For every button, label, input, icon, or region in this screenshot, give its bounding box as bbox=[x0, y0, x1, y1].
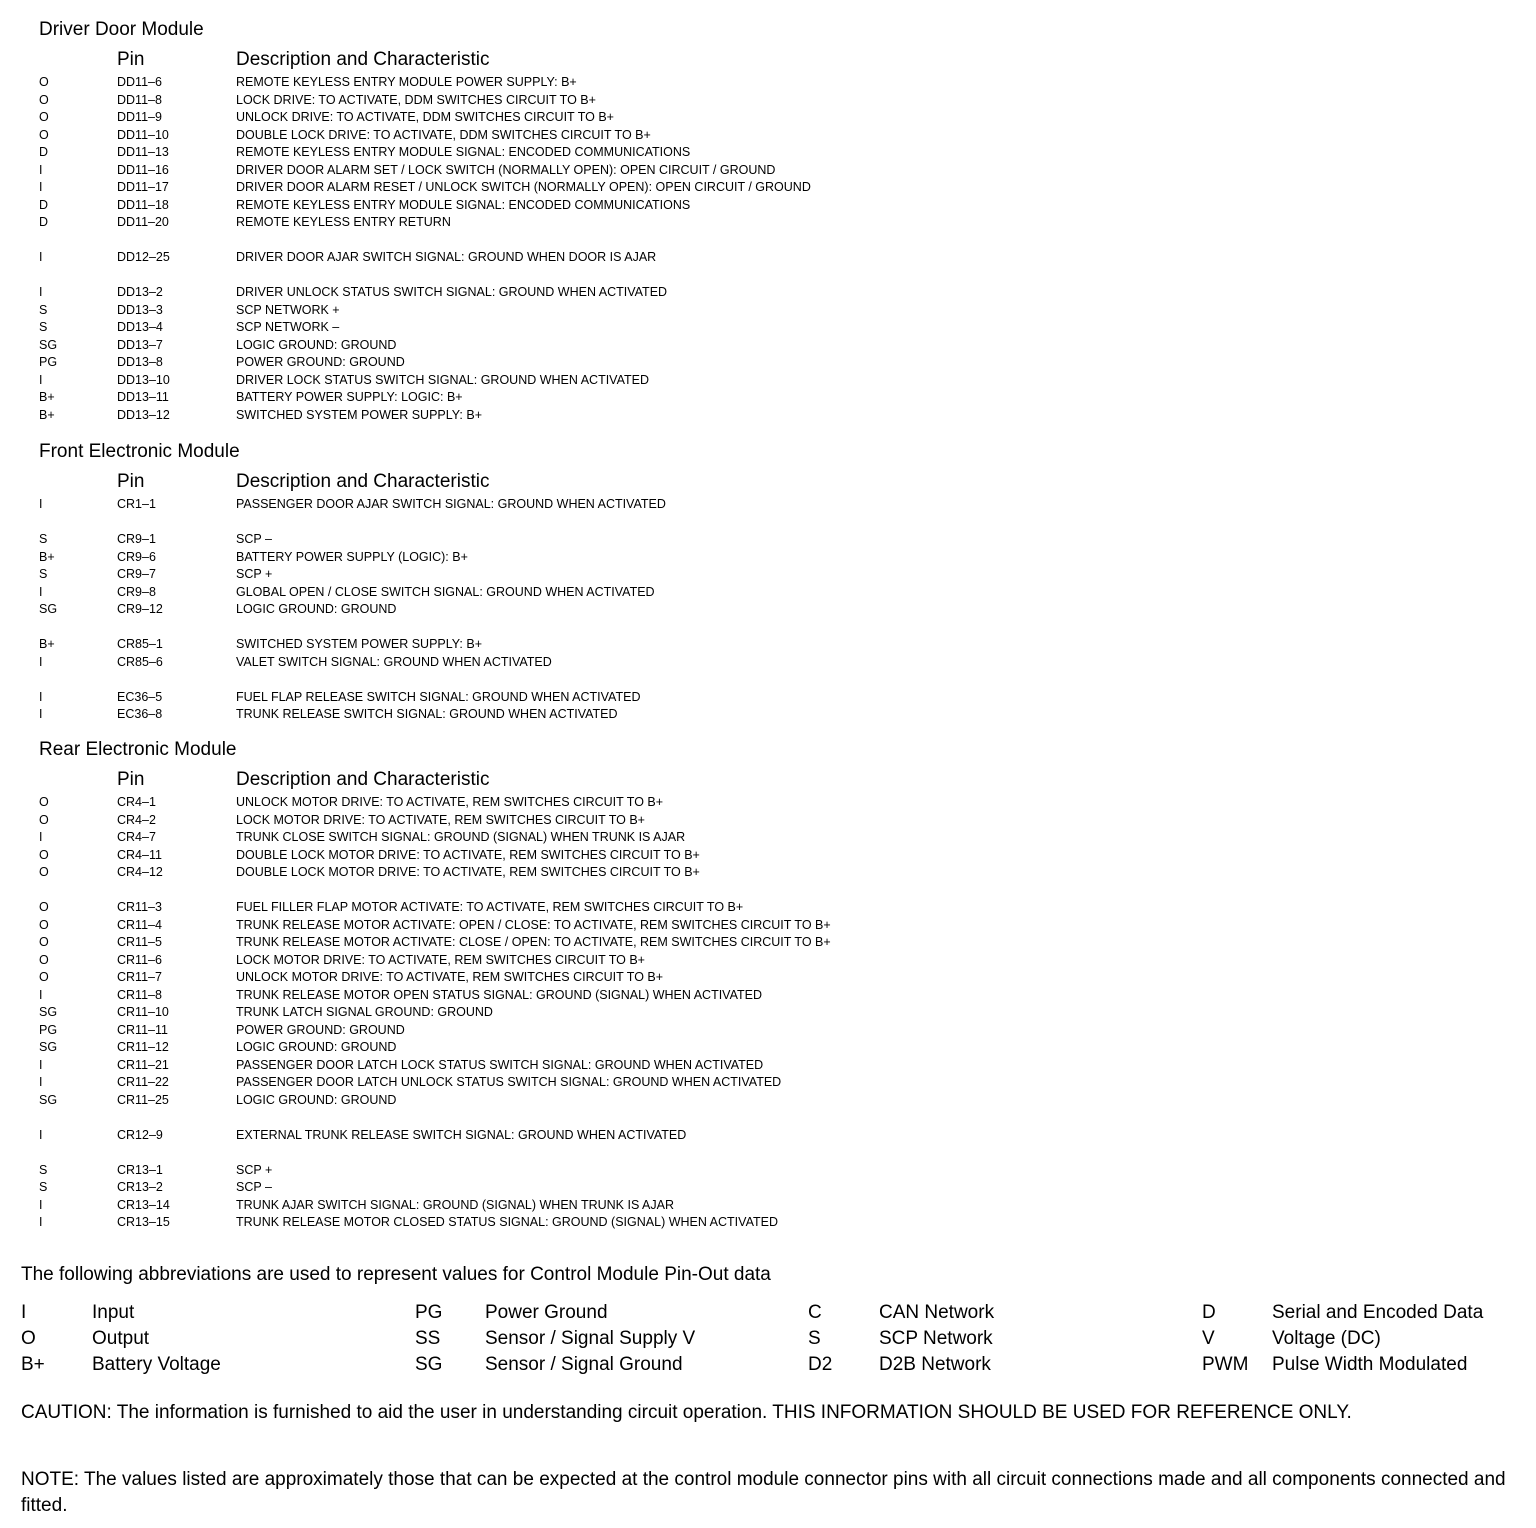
table-row bbox=[0, 829, 1536, 847]
signal-type: O bbox=[39, 92, 49, 107]
pin-description: UNLOCK DRIVE: TO ACTIVATE, DDM SWITCHES CIRCUIT TO B+ bbox=[236, 110, 614, 124]
table-row bbox=[0, 1092, 1536, 1110]
pin-table bbox=[0, 794, 1536, 1232]
pin-description: PASSENGER DOOR LATCH UNLOCK STATUS SWITCH SIGNAL: GROUND WHEN ACTIVATED bbox=[236, 1075, 782, 1089]
pin-description: SCP + bbox=[236, 567, 273, 581]
signal-type: PG bbox=[39, 355, 58, 369]
pin-description: VALET SWITCH SIGNAL: GROUND WHEN ACTIVATED bbox=[236, 654, 552, 669]
signal-type: SG bbox=[39, 1092, 58, 1107]
pin-id: CR9–6 bbox=[117, 549, 156, 564]
pin-id: CR9–7 bbox=[117, 567, 156, 581]
table-row bbox=[0, 372, 1536, 390]
abbr-meaning: Input bbox=[92, 1302, 135, 1323]
signal-type: I bbox=[39, 1197, 43, 1212]
pin-description: DRIVER DOOR ALARM RESET / UNLOCK SWITCH (NORMALLY OPEN): OPEN CIRCUIT / GROUND bbox=[236, 180, 811, 194]
abbr-code: SG bbox=[415, 1354, 443, 1375]
pin-description: LOCK DRIVE: TO ACTIVATE, DDM SWITCHES CIRCUIT TO B+ bbox=[236, 92, 596, 107]
pin-table bbox=[0, 74, 1536, 424]
table-row bbox=[0, 249, 1536, 267]
pin-description: PASSENGER DOOR LATCH LOCK STATUS SWITCH SIGNAL: GROUND WHEN ACTIVATED bbox=[236, 1057, 764, 1072]
signal-type: O bbox=[39, 847, 49, 862]
pin-id: CR4–11 bbox=[117, 847, 162, 862]
signal-type: S bbox=[39, 1162, 48, 1177]
table-row bbox=[0, 1004, 1536, 1022]
pin-id: DD13–10 bbox=[117, 372, 170, 387]
table-row bbox=[0, 917, 1536, 935]
table-row bbox=[0, 1074, 1536, 1092]
pin-id: CR11–12 bbox=[117, 1040, 169, 1054]
pin-id: CR11–8 bbox=[117, 987, 162, 1002]
pin-description: UNLOCK MOTOR DRIVE: TO ACTIVATE, REM SWITCHES CIRCUIT TO B+ bbox=[236, 970, 664, 984]
pin-description: LOGIC GROUND: GROUND bbox=[236, 602, 397, 616]
signal-type: O bbox=[39, 917, 49, 932]
pin-description: POWER GROUND: GROUND bbox=[236, 355, 405, 369]
pin-id: DD13–2 bbox=[117, 285, 163, 299]
abbr-meaning: SCP Network bbox=[879, 1328, 993, 1349]
table-row bbox=[0, 654, 1536, 672]
pin-id: CR11–25 bbox=[117, 1092, 169, 1107]
abbr-code: S bbox=[808, 1328, 821, 1349]
description-column-header: Description and Characteristic bbox=[236, 769, 490, 790]
pin-description: SWITCHED SYSTEM POWER SUPPLY: B+ bbox=[236, 407, 482, 422]
section-title: Rear Electronic Module bbox=[39, 739, 237, 760]
signal-type: O bbox=[39, 75, 49, 89]
table-row bbox=[0, 144, 1536, 162]
pin-description: SCP NETWORK – bbox=[236, 320, 340, 334]
signal-type: I bbox=[39, 497, 43, 511]
pin-id: DD11–18 bbox=[117, 197, 169, 212]
pin-id: CR11–3 bbox=[117, 900, 162, 914]
pin-description: DRIVER DOOR AJAR SWITCH SIGNAL: GROUND WHEN DOOR IS AJAR bbox=[236, 250, 657, 264]
signal-type: I bbox=[39, 1057, 43, 1072]
pin-column-header: Pin bbox=[117, 769, 145, 790]
table-row bbox=[0, 969, 1536, 987]
pin-id: DD13–11 bbox=[117, 390, 169, 404]
signal-type: O bbox=[39, 795, 49, 809]
pin-id: DD13–7 bbox=[117, 337, 163, 352]
pin-id: CR1–1 bbox=[117, 497, 156, 511]
signal-type: I bbox=[39, 1075, 43, 1089]
pin-id: CR4–2 bbox=[117, 812, 156, 827]
pin-description: DRIVER DOOR ALARM SET / LOCK SWITCH (NORMALLY OPEN): OPEN CIRCUIT / GROUND bbox=[236, 162, 776, 177]
signal-type: I bbox=[39, 1215, 43, 1229]
abbr-code: B+ bbox=[21, 1354, 45, 1375]
pin-description: TRUNK RELEASE MOTOR OPEN STATUS SIGNAL: GROUND (SIGNAL) WHEN ACTIVATED bbox=[236, 987, 762, 1002]
pin-id: CR13–2 bbox=[117, 1180, 163, 1194]
table-row bbox=[0, 109, 1536, 127]
table-row bbox=[0, 899, 1536, 917]
signal-type: O bbox=[39, 110, 49, 124]
pin-description: DOUBLE LOCK MOTOR DRIVE: TO ACTIVATE, REM SWITCHES CIRCUIT TO B+ bbox=[236, 865, 700, 879]
pin-id: CR11–21 bbox=[117, 1057, 169, 1072]
pin-id: CR9–12 bbox=[117, 602, 163, 616]
pin-id: CR85–1 bbox=[117, 637, 163, 651]
table-row bbox=[0, 706, 1536, 724]
pin-description: LOCK MOTOR DRIVE: TO ACTIVATE, REM SWITCHES CIRCUIT TO B+ bbox=[236, 812, 645, 827]
pin-id: CR13–15 bbox=[117, 1215, 170, 1229]
table-row bbox=[0, 127, 1536, 145]
signal-type: I bbox=[39, 285, 43, 299]
table-row bbox=[0, 214, 1536, 232]
general-note: NOTE: The values listed are approximately those that can be expected at the control module connector pins with all circuit connections made and all components connected and fitted. bbox=[21, 1469, 1506, 1516]
abbr-meaning: D2B Network bbox=[879, 1354, 991, 1375]
table-row bbox=[0, 952, 1536, 970]
pin-description: REMOTE KEYLESS ENTRY MODULE POWER SUPPLY: B+ bbox=[236, 75, 577, 89]
table-row bbox=[0, 354, 1536, 372]
signal-type: O bbox=[39, 127, 49, 142]
pin-description: SWITCHED SYSTEM POWER SUPPLY: B+ bbox=[236, 637, 482, 651]
signal-type: I bbox=[39, 689, 43, 704]
pin-description: LOGIC GROUND: GROUND bbox=[236, 337, 397, 352]
abbr-meaning: Output bbox=[92, 1328, 150, 1349]
table-row bbox=[0, 319, 1536, 337]
abbr-meaning: Sensor / Signal Ground bbox=[485, 1354, 683, 1375]
table-row bbox=[0, 1022, 1536, 1040]
pin-id: CR11–4 bbox=[117, 917, 162, 932]
pin-id: DD13–12 bbox=[117, 407, 170, 422]
pin-id: CR11–6 bbox=[117, 952, 162, 967]
pin-description: REMOTE KEYLESS ENTRY RETURN bbox=[236, 215, 451, 229]
table-row bbox=[0, 284, 1536, 302]
signal-type: O bbox=[39, 900, 49, 914]
signal-type: B+ bbox=[39, 549, 55, 564]
caution-note: CAUTION: The information is furnished to aid the user in understanding circuit operation. THIS INFORMATION SHOULD BE USED FOR REFERENCE ONLY. bbox=[21, 1402, 1352, 1423]
abbr-code: PG bbox=[415, 1302, 443, 1323]
abbr-code: I bbox=[21, 1302, 27, 1323]
table-row bbox=[0, 1057, 1536, 1075]
pin-id: DD12–25 bbox=[117, 250, 170, 264]
table-row bbox=[0, 812, 1536, 830]
signal-type: SG bbox=[39, 1040, 58, 1054]
signal-type: I bbox=[39, 987, 43, 1002]
pin-description: TRUNK RELEASE MOTOR ACTIVATE: OPEN / CLOSE: TO ACTIVATE, REM SWITCHES CIRCUIT TO B+ bbox=[236, 917, 831, 932]
pin-id: CR9–1 bbox=[117, 532, 156, 546]
abbr-meaning: Power Ground bbox=[485, 1302, 608, 1323]
pin-description: FUEL FILLER FLAP MOTOR ACTIVATE: TO ACTIVATE, REM SWITCHES CIRCUIT TO B+ bbox=[236, 900, 744, 914]
pin-id: CR13–1 bbox=[117, 1162, 163, 1177]
pin-id: CR13–14 bbox=[117, 1197, 170, 1212]
table-row bbox=[0, 1179, 1536, 1197]
pin-description: FUEL FLAP RELEASE SWITCH SIGNAL: GROUND WHEN ACTIVATED bbox=[236, 689, 641, 704]
pin-id: DD11–9 bbox=[117, 110, 162, 124]
pin-id: CR4–1 bbox=[117, 795, 156, 809]
pin-description: SCP NETWORK + bbox=[236, 302, 340, 317]
pin-id: CR12–9 bbox=[117, 1127, 163, 1142]
table-row bbox=[0, 549, 1536, 567]
pin-description: SCP + bbox=[236, 1162, 273, 1177]
table-row bbox=[0, 92, 1536, 110]
table-row bbox=[0, 197, 1536, 215]
table-row bbox=[0, 1127, 1536, 1145]
pin-id: DD11–17 bbox=[117, 180, 169, 194]
table-row bbox=[0, 407, 1536, 425]
signal-type: S bbox=[39, 567, 48, 581]
pin-description: BATTERY POWER SUPPLY (LOGIC): B+ bbox=[236, 549, 468, 564]
pin-description: TRUNK CLOSE SWITCH SIGNAL: GROUND (SIGNAL) WHEN TRUNK IS AJAR bbox=[236, 830, 686, 844]
signal-type: O bbox=[39, 935, 49, 949]
table-row bbox=[0, 389, 1536, 407]
pin-column-header: Pin bbox=[117, 49, 145, 70]
signal-type: S bbox=[39, 532, 48, 546]
pin-description: DRIVER UNLOCK STATUS SWITCH SIGNAL: GROUND WHEN ACTIVATED bbox=[236, 285, 668, 299]
pin-table bbox=[0, 496, 1536, 724]
table-row bbox=[0, 987, 1536, 1005]
signal-type: I bbox=[39, 830, 43, 844]
signal-type: D bbox=[39, 145, 49, 159]
table-row bbox=[0, 74, 1536, 92]
table-row bbox=[0, 934, 1536, 952]
signal-type: PG bbox=[39, 1022, 58, 1037]
pin-description: UNLOCK MOTOR DRIVE: TO ACTIVATE, REM SWITCHES CIRCUIT TO B+ bbox=[236, 795, 664, 809]
signal-type: SG bbox=[39, 337, 58, 352]
abbr-code: PWM bbox=[1202, 1354, 1249, 1375]
pin-id: DD11–6 bbox=[117, 75, 162, 89]
pin-column-header: Pin bbox=[117, 471, 145, 492]
signal-type: S bbox=[39, 302, 48, 317]
abbr-meaning: Voltage (DC) bbox=[1272, 1328, 1381, 1349]
abbr-code: D2 bbox=[808, 1354, 833, 1375]
signal-type: I bbox=[39, 654, 43, 669]
description-column-header: Description and Characteristic bbox=[236, 49, 490, 70]
signal-type: SG bbox=[39, 602, 58, 616]
pin-description: REMOTE KEYLESS ENTRY MODULE SIGNAL: ENCODED COMMUNICATIONS bbox=[236, 145, 691, 159]
signal-type: I bbox=[39, 1127, 43, 1142]
abbr-code: D bbox=[1202, 1302, 1216, 1323]
table-row bbox=[0, 601, 1536, 619]
abbr-meaning: Sensor / Signal Supply V bbox=[485, 1328, 696, 1349]
pin-id: CR4–7 bbox=[117, 830, 156, 844]
pin-description: TRUNK RELEASE SWITCH SIGNAL: GROUND WHEN ACTIVATED bbox=[236, 707, 618, 721]
pin-description: DRIVER LOCK STATUS SWITCH SIGNAL: GROUND WHEN ACTIVATED bbox=[236, 372, 650, 387]
pin-id: DD11–16 bbox=[117, 162, 169, 177]
pin-description: TRUNK LATCH SIGNAL GROUND: GROUND bbox=[236, 1005, 493, 1019]
pin-description: SCP – bbox=[236, 1180, 272, 1194]
table-row bbox=[0, 566, 1536, 584]
signal-type: I bbox=[39, 250, 43, 264]
abbr-meaning: Pulse Width Modulated bbox=[1272, 1354, 1468, 1375]
pin-id: DD11–13 bbox=[117, 145, 169, 159]
pin-description: TRUNK RELEASE MOTOR CLOSED STATUS SIGNAL: GROUND (SIGNAL) WHEN ACTIVATED bbox=[236, 1215, 778, 1229]
pin-description: POWER GROUND: GROUND bbox=[236, 1022, 405, 1037]
pin-id: CR85–6 bbox=[117, 654, 163, 669]
pin-id: DD11–20 bbox=[117, 215, 169, 229]
table-row bbox=[0, 179, 1536, 197]
pin-id: EC36–5 bbox=[117, 689, 163, 704]
signal-type: S bbox=[39, 320, 48, 334]
pin-description: LOGIC GROUND: GROUND bbox=[236, 1092, 397, 1107]
section-title: Driver Door Module bbox=[39, 19, 204, 40]
pin-id: CR11–10 bbox=[117, 1005, 169, 1019]
abbr-meaning: CAN Network bbox=[879, 1302, 995, 1323]
abbreviations-intro: The following abbreviations are used to represent values for Control Module Pin-Out data bbox=[21, 1264, 771, 1285]
pin-description: LOCK MOTOR DRIVE: TO ACTIVATE, REM SWITCHES CIRCUIT TO B+ bbox=[236, 952, 645, 967]
table-row bbox=[0, 636, 1536, 654]
table-row bbox=[0, 302, 1536, 320]
abbr-meaning: Serial and Encoded Data bbox=[1272, 1302, 1484, 1323]
abbr-meaning: Battery Voltage bbox=[92, 1354, 221, 1375]
signal-type: I bbox=[39, 372, 43, 387]
abbreviations-legend bbox=[0, 1301, 1536, 1381]
table-row bbox=[0, 1162, 1536, 1180]
abbr-code: C bbox=[808, 1302, 822, 1323]
pin-description: DOUBLE LOCK DRIVE: TO ACTIVATE, DDM SWITCHES CIRCUIT TO B+ bbox=[236, 127, 651, 142]
pin-id: CR11–5 bbox=[117, 935, 162, 949]
table-row bbox=[0, 1214, 1536, 1232]
abbr-code: V bbox=[1202, 1328, 1215, 1349]
table-row bbox=[0, 1197, 1536, 1215]
pin-description: GLOBAL OPEN / CLOSE SWITCH SIGNAL: GROUND WHEN ACTIVATED bbox=[236, 584, 655, 599]
signal-type: B+ bbox=[39, 390, 55, 404]
table-row bbox=[0, 584, 1536, 602]
signal-type: D bbox=[39, 215, 49, 229]
signal-type: B+ bbox=[39, 637, 55, 651]
signal-type: I bbox=[39, 707, 43, 721]
abbr-code: O bbox=[21, 1328, 36, 1349]
pin-description: TRUNK AJAR SWITCH SIGNAL: GROUND (SIGNAL) WHEN TRUNK IS AJAR bbox=[236, 1197, 675, 1212]
signal-type: I bbox=[39, 584, 43, 599]
signal-type: O bbox=[39, 812, 49, 827]
abbr-code: SS bbox=[415, 1328, 441, 1349]
pin-id: DD13–3 bbox=[117, 302, 163, 317]
signal-type: S bbox=[39, 1180, 48, 1194]
signal-type: O bbox=[39, 865, 49, 879]
pin-id: CR11–11 bbox=[117, 1022, 168, 1037]
table-row bbox=[0, 794, 1536, 812]
pin-id: EC36–8 bbox=[117, 707, 163, 721]
pin-description: EXTERNAL TRUNK RELEASE SWITCH SIGNAL: GROUND WHEN ACTIVATED bbox=[236, 1127, 687, 1142]
signal-type: I bbox=[39, 162, 43, 177]
signal-type: I bbox=[39, 180, 43, 194]
table-row bbox=[0, 531, 1536, 549]
pin-description: REMOTE KEYLESS ENTRY MODULE SIGNAL: ENCODED COMMUNICATIONS bbox=[236, 197, 691, 212]
signal-type: O bbox=[39, 970, 49, 984]
pin-id: CR11–22 bbox=[117, 1075, 169, 1089]
pin-id: CR9–8 bbox=[117, 584, 156, 599]
pin-description: PASSENGER DOOR AJAR SWITCH SIGNAL: GROUND WHEN ACTIVATED bbox=[236, 497, 666, 511]
pin-id: DD11–8 bbox=[117, 92, 162, 107]
table-row bbox=[0, 689, 1536, 707]
pin-id: DD13–4 bbox=[117, 320, 163, 334]
signal-type: SG bbox=[39, 1005, 58, 1019]
table-row bbox=[0, 337, 1536, 355]
table-row bbox=[0, 864, 1536, 882]
table-row bbox=[0, 847, 1536, 865]
signal-type: D bbox=[39, 197, 49, 212]
section-title: Front Electronic Module bbox=[39, 441, 240, 462]
table-row bbox=[0, 162, 1536, 180]
pin-description: LOGIC GROUND: GROUND bbox=[236, 1040, 397, 1054]
pin-description: DOUBLE LOCK MOTOR DRIVE: TO ACTIVATE, REM SWITCHES CIRCUIT TO B+ bbox=[236, 847, 700, 862]
pin-description: SCP – bbox=[236, 532, 272, 546]
pin-description: TRUNK RELEASE MOTOR ACTIVATE: CLOSE / OPEN: TO ACTIVATE, REM SWITCHES CIRCUIT TO B+ bbox=[236, 935, 831, 949]
pin-id: DD11–10 bbox=[117, 127, 169, 142]
signal-type: O bbox=[39, 952, 49, 967]
table-row bbox=[0, 1039, 1536, 1057]
pin-id: CR11–7 bbox=[117, 970, 162, 984]
table-row bbox=[0, 496, 1536, 514]
pin-id: DD13–8 bbox=[117, 355, 163, 369]
signal-type: B+ bbox=[39, 407, 55, 422]
pin-description: BATTERY POWER SUPPLY: LOGIC: B+ bbox=[236, 390, 463, 404]
description-column-header: Description and Characteristic bbox=[236, 471, 490, 492]
pin-id: CR4–12 bbox=[117, 865, 163, 879]
